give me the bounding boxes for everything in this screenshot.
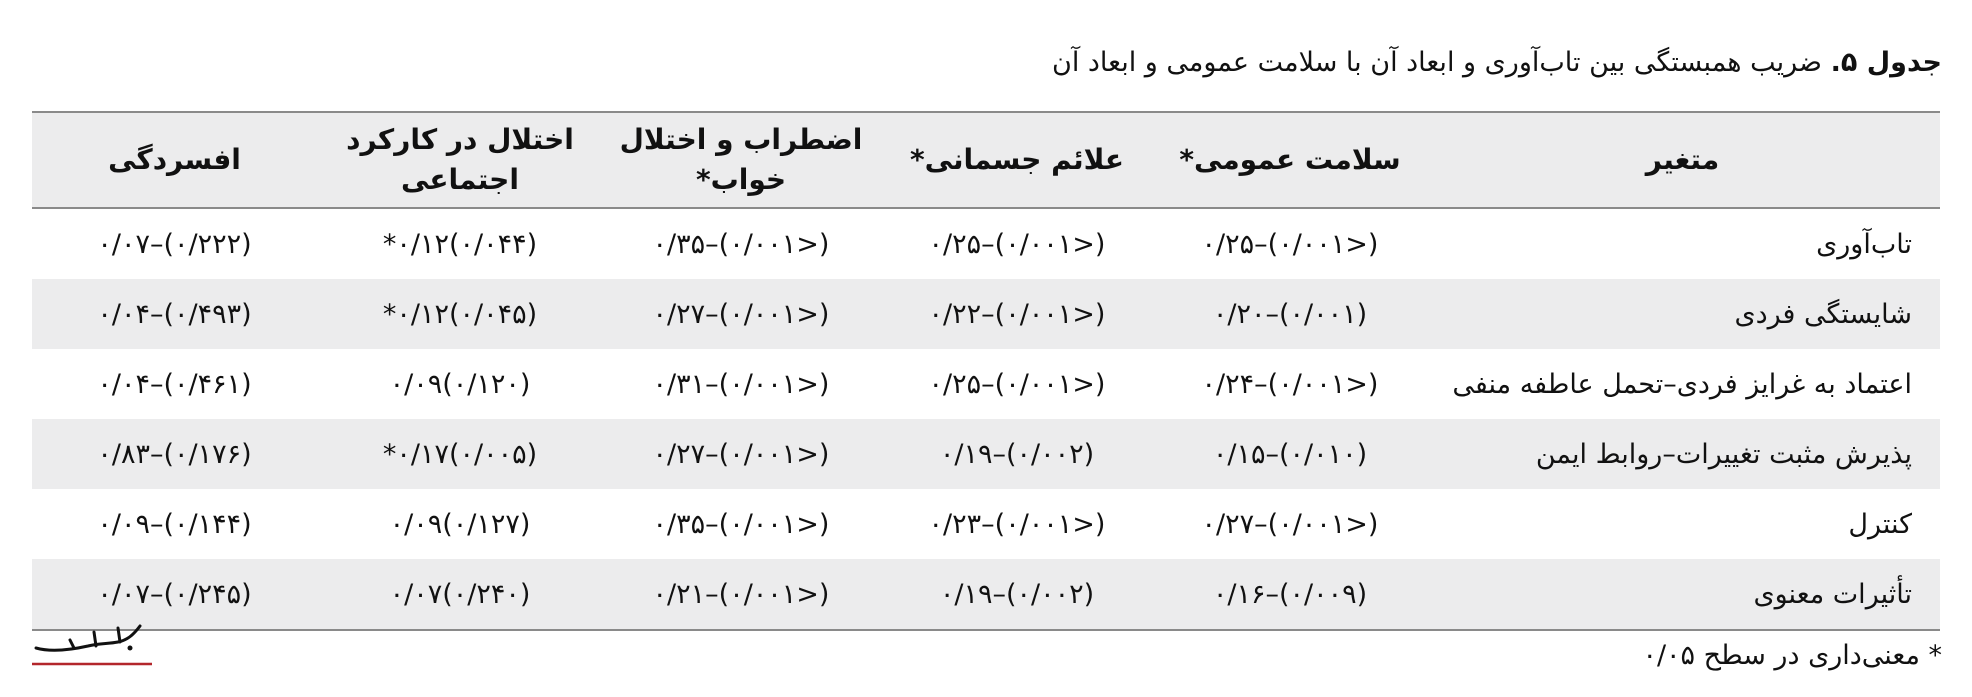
table-cell: (<۰/۰۰۱)–۰/۲۴ <box>1201 368 1379 400</box>
table-row <box>32 559 1940 630</box>
header-general-health: سلامت عمومی* <box>1155 112 1425 208</box>
table-cell: (<۰/۰۰۱)–۰/۲۷ <box>1201 508 1379 540</box>
correlation-table <box>32 111 1940 631</box>
table-row <box>32 279 1940 349</box>
table-cell: (<۰/۰۰۱)–۰/۲۳ <box>928 508 1106 540</box>
table-row <box>32 419 1940 489</box>
table-cell: (۰/۴۶۱)–۰/۰۴ <box>97 368 252 400</box>
table-cell: (۰/۰۰۱)–۰/۲۰ <box>1212 298 1368 330</box>
significance-footnote: * معنی‌داری در سطح ۰/۰۵ <box>1642 640 1942 671</box>
table-cell: (۰/۰۰۹)–۰/۱۶ <box>1155 559 1425 630</box>
table-cell: (<۰/۰۰۱)–۰/۲۲ <box>928 298 1106 330</box>
table-cell: (<۰/۰۰۱)–۰/۳۵ <box>652 508 830 540</box>
table-cell: (۰/۱۷۶)–۰/۸۳ <box>97 438 252 470</box>
table-cell: (۰/۱۲۷)۰/۰۹ <box>389 508 531 540</box>
table-cell: (۰/۴۹۳)–۰/۰۴ <box>97 298 252 330</box>
header-somatic-symptoms: علائم جسمانی* <box>879 112 1155 208</box>
header-variable: متغیر <box>1425 112 1940 208</box>
row-variable: کنترل <box>1848 508 1912 540</box>
table-cell: (۰/۰۰۲)–۰/۱۹ <box>879 559 1155 630</box>
table-cell: (۰/۲۴۵)–۰/۰۷ <box>32 559 317 630</box>
salmand-logo-icon <box>30 618 154 670</box>
row-variable: اعتماد به غرایز فردی–تحمل عاطفه منفی <box>1452 368 1912 400</box>
table-caption <box>30 44 1942 82</box>
table-cell: (<۰/۰۰۱)–۰/۲۵ <box>1201 228 1379 260</box>
row-variable: تأثیرات معنوی <box>1425 559 1940 630</box>
salmand-logo-svg <box>30 618 154 670</box>
table-header-row <box>32 112 1940 208</box>
table-row <box>32 349 1940 419</box>
header-depression: افسردگی <box>32 112 317 208</box>
table-row <box>32 489 1940 559</box>
table-cell: (<۰/۰۰۱)–۰/۳۱ <box>652 368 830 400</box>
table-cell: (<۰/۰۰۱)–۰/۲۵ <box>928 368 1106 400</box>
table-row <box>32 208 1940 279</box>
table-cell: (۰/۱۲۰)۰/۰۹ <box>389 368 531 400</box>
table-cell: (۰/۰۴۵)۰/۱۲* <box>382 298 538 330</box>
header-social-dysfunction: اختلال در کارکرد اجتماعی <box>317 112 603 208</box>
table-cell: (۰/۰۱۰)–۰/۱۵ <box>1212 438 1368 470</box>
table-cell: (<۰/۰۰۱)–۰/۲۷ <box>652 438 830 470</box>
row-variable: تاب‌آوری <box>1816 228 1912 260</box>
table-cell: (۰/۰۰۲)–۰/۱۹ <box>939 438 1095 470</box>
table-cell: (<۰/۰۰۱)–۰/۲۵ <box>928 228 1106 260</box>
table-cell: (۰/۰۰۵)۰/۱۷* <box>382 438 538 470</box>
header-anxiety-insomnia: اضطراب و اختلال خواب* <box>603 112 879 208</box>
table-cell: (۰/۲۴۰)۰/۰۷ <box>317 559 603 630</box>
table-cell: (۰/۱۴۴)–۰/۰۹ <box>97 508 252 540</box>
table-cell: (<۰/۰۰۱)–۰/۲۱ <box>603 559 879 630</box>
table-cell: (۰/۲۲۲)–۰/۰۷ <box>97 228 252 260</box>
caption-label: جدول ۵. <box>1830 47 1942 78</box>
row-variable: پذیرش مثبت تغییرات–روابط ایمن <box>1535 438 1912 470</box>
table-cell: (<۰/۰۰۱)–۰/۲۷ <box>652 298 830 330</box>
row-variable: شایستگی فردی <box>1734 298 1912 330</box>
caption-text: ضریب همبستگی بین تاب‌آوری و ابعاد آن با سلامت عمومی و ابعاد آن <box>1052 47 1822 78</box>
table-cell: (۰/۰۴۴)۰/۱۲* <box>382 228 538 260</box>
table-cell: (<۰/۰۰۱)–۰/۳۵ <box>652 228 830 260</box>
